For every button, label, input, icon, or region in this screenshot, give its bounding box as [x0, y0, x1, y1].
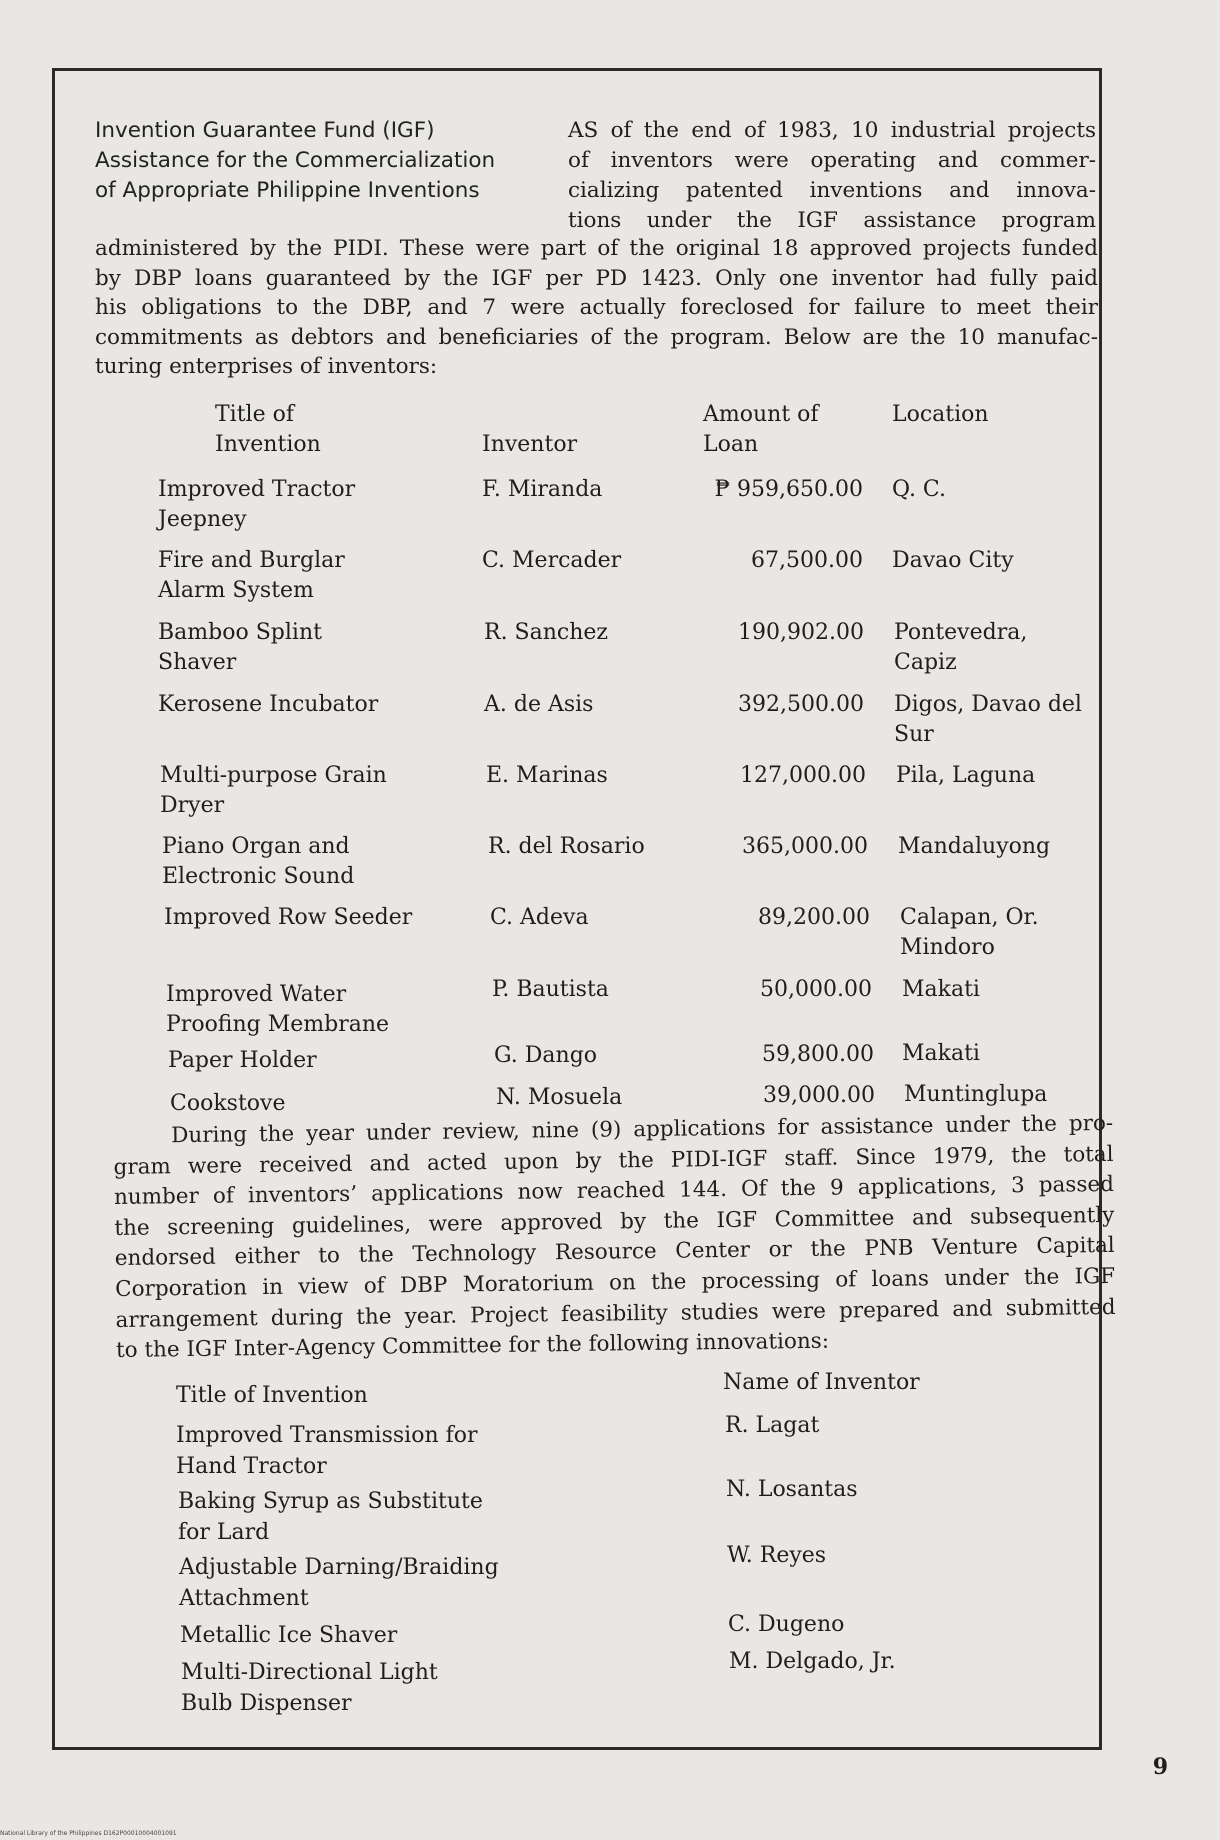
cell-title-line: Dryer: [160, 793, 225, 818]
intro-paragraph-continued: [95, 234, 1098, 382]
cell-location-line: Muntinglupa: [904, 1082, 1048, 1107]
cell-amount: 59,800.00: [762, 1042, 874, 1067]
col-header-inventor: Inventor: [482, 432, 578, 457]
cell-title-line: Shaver: [158, 650, 237, 675]
innovation-inventor: C. Dugeno: [728, 1612, 845, 1637]
innovation-inventor: M. Delgado, Jr.: [729, 1649, 896, 1674]
innovation-inventor: R. Lagat: [725, 1413, 820, 1438]
cell-location-line: Mandaluyong: [898, 834, 1051, 859]
heading-line: Assistance for the Commercialization: [95, 148, 496, 173]
cell-inventor: F. Miranda: [482, 477, 603, 502]
innovation-title-line: Attachment: [179, 1586, 309, 1611]
intro-line: AS of the end of 1983, 10 industrial projects: [568, 118, 1096, 143]
cell-title: [158, 618, 322, 678]
scan-credit: National Library of the Philippines D162P00010004001091: [0, 1830, 177, 1837]
page-number: 9: [1152, 1754, 1168, 1780]
cell-location-line: Digos, Davao del: [894, 692, 1082, 717]
cell-location: [892, 546, 1014, 576]
innovation-title-line: Metallic Ice Shaver: [180, 1623, 398, 1648]
innovation-title-line: Baking Syrup as Substitute: [178, 1489, 483, 1514]
cell-location-line: Pila, Laguna: [896, 763, 1036, 788]
innovation-title-line: Hand Tractor: [176, 1454, 327, 1479]
intro-line: by DBP loans guaranteed by the IGF per PD 1423. Only one inventor had fully paid: [95, 265, 1098, 291]
cell-title: [166, 980, 389, 1040]
cell-location-line: Makati: [902, 977, 980, 1002]
cell-location-line: Q. C.: [892, 477, 946, 502]
review-line: number of inventors’ applications now reached 144. Of the 9 applications, 3 passed: [113, 1172, 1115, 1211]
cell-location: [900, 903, 1039, 963]
cell-amount: 392,500.00: [738, 692, 864, 717]
heading-line: of Appropriate Philippine Inventions: [95, 178, 480, 203]
innovation-title-line: Improved Transmission for: [176, 1423, 478, 1448]
cell-amount: 89,200.00: [758, 905, 870, 930]
section-heading: [95, 116, 535, 206]
cell-location: [892, 475, 946, 505]
intro-line: tions under the IGF assistance program: [568, 208, 1096, 233]
cell-inventor: E. Marinas: [486, 763, 608, 788]
intro-line: administered by the PIDI. These were part of the original 18 approved projects funded: [95, 236, 1098, 261]
cell-inventor: R. Sanchez: [484, 620, 609, 645]
cell-title-line: Electronic Sound: [162, 864, 355, 889]
cell-inventor: C. Adeva: [490, 905, 589, 930]
cell-title-line: Multi-purpose Grain: [160, 763, 387, 788]
cell-location: [902, 975, 980, 1005]
cell-amount: 365,000.00: [742, 834, 868, 859]
cell-amount: 39,000.00: [763, 1083, 875, 1108]
col-header-title: [215, 400, 321, 460]
heading-line: Invention Guarantee Fund (IGF): [95, 118, 435, 143]
cell-title-line: Proofing Membrane: [166, 1012, 390, 1037]
cell-title-line: Piano Organ and: [162, 834, 350, 859]
cell-inventor: G. Dango: [494, 1043, 598, 1068]
cell-inventor: N. Mosuela: [496, 1085, 623, 1110]
innovation-title-line: Bulb Dispenser: [181, 1691, 352, 1716]
innovation-title: [181, 1657, 438, 1719]
cell-amount: 67,500.00: [751, 548, 863, 573]
cell-location-line: Calapan, Or.: [900, 905, 1039, 930]
cell-title-line: Improved Tractor: [158, 477, 356, 502]
cell-location-line: Makati: [902, 1041, 980, 1066]
review-line: to the IGF Inter-Agency Committee for the following innovations:: [115, 1328, 830, 1364]
innovation-title-line: for Lard: [178, 1520, 270, 1545]
intro-line: of inventors were operating and commer-: [568, 148, 1096, 173]
cell-title: [158, 690, 378, 720]
cell-title-line: Kerosene Incubator: [158, 692, 379, 717]
cell-location-line: Davao City: [892, 548, 1014, 573]
cell-inventor: A. de Asis: [484, 692, 594, 717]
cell-title: [170, 1089, 285, 1119]
innovation-inventor: N. Losantas: [726, 1477, 858, 1502]
innovation-title: [176, 1420, 478, 1482]
cell-amount: 190,902.00: [738, 620, 864, 645]
cell-title-line: Paper Holder: [168, 1048, 317, 1073]
cell-title-line: Jeepney: [158, 507, 247, 532]
intro-paragraph-start: [568, 116, 1096, 236]
review-line: During the year under review, nine (9) applications for assistance under the pro-: [171, 1110, 1114, 1149]
cell-inventor: P. Bautista: [492, 977, 609, 1002]
cell-title-line: Cookstove: [170, 1091, 286, 1116]
cell-location: [902, 1039, 980, 1069]
intro-line: his obligations to the DBP, and 7 were actually foreclosed for failure to meet their: [95, 295, 1098, 321]
cell-amount: 127,000.00: [740, 763, 866, 788]
cell-title-line: Bamboo Splint: [158, 620, 322, 645]
cell-title-line: Alarm System: [158, 578, 314, 603]
cell-title: [158, 546, 345, 606]
col-header-title-line: Title of: [215, 402, 294, 427]
cell-inventor: R. del Rosario: [488, 834, 645, 859]
intro-line: commitments as debtors and beneficiaries of the program. Below are the 10 manufac-: [95, 324, 1098, 350]
cell-amount: 50,000.00: [760, 977, 872, 1002]
cell-location: [894, 690, 1082, 750]
cell-location: [898, 832, 1050, 862]
cell-amount: ₱ 959,650.00: [714, 477, 863, 502]
cell-inventor: C. Mercader: [482, 548, 622, 573]
cell-location-line: Pontevedra,: [894, 620, 1028, 645]
intro-line: cializing patented inventions and innova-: [568, 178, 1096, 203]
cell-title: [168, 1046, 317, 1076]
review-line: endorsed either to the Technology Resource Center or the PNB Venture Capital: [114, 1233, 1115, 1272]
cell-location: [894, 618, 1027, 678]
cell-title-line: Improved Row Seeder: [164, 905, 413, 930]
cell-title-line: Fire and Burglar: [158, 548, 345, 573]
intro-line: turing enterprises of inventors:: [95, 354, 438, 380]
innovation-title-line: Multi-Directional Light: [181, 1660, 438, 1685]
cell-location: [896, 761, 1035, 791]
innovation-title: [178, 1486, 483, 1548]
cell-title: [162, 832, 354, 892]
innovation-title-line: Adjustable Darning/Braiding: [179, 1555, 499, 1580]
col-header-amount: [703, 400, 819, 460]
col-header-title-of-invention: Title of Invention: [176, 1383, 368, 1408]
review-line: gram were received and acted upon by the PIDI-IGF staff. Since 1979, the total: [113, 1141, 1114, 1180]
col-header-amount-line: Amount of: [703, 402, 819, 427]
cell-location-line: Sur: [894, 722, 934, 747]
review-paragraph: [113, 1109, 1116, 1367]
innovation-title: [179, 1552, 499, 1614]
cell-location: [904, 1080, 1047, 1110]
cell-location-line: Mindoro: [900, 935, 995, 960]
cell-location-line: Capiz: [894, 650, 957, 675]
col-header-title-line: Invention: [215, 432, 321, 457]
review-line: Corporation in view of DBP Moratorium on the processing of loans under the IGF: [115, 1263, 1116, 1302]
col-header-location: Location: [892, 402, 989, 427]
review-line: the screening guidelines, were approved by the IGF Committee and subsequently: [114, 1202, 1115, 1241]
cell-title: [158, 475, 355, 535]
col-header-name-of-inventor: Name of Inventor: [723, 1370, 920, 1395]
col-header-amount-line: Loan: [703, 432, 759, 457]
innovation-inventor: W. Reyes: [727, 1543, 827, 1568]
cell-title: [164, 903, 412, 933]
cell-title-line: Improved Water: [166, 982, 347, 1007]
cell-title: [160, 761, 387, 821]
innovation-title: [180, 1620, 397, 1651]
review-line: arrangement during the year. Project feasibility studies were prepared and submitted: [115, 1294, 1116, 1333]
